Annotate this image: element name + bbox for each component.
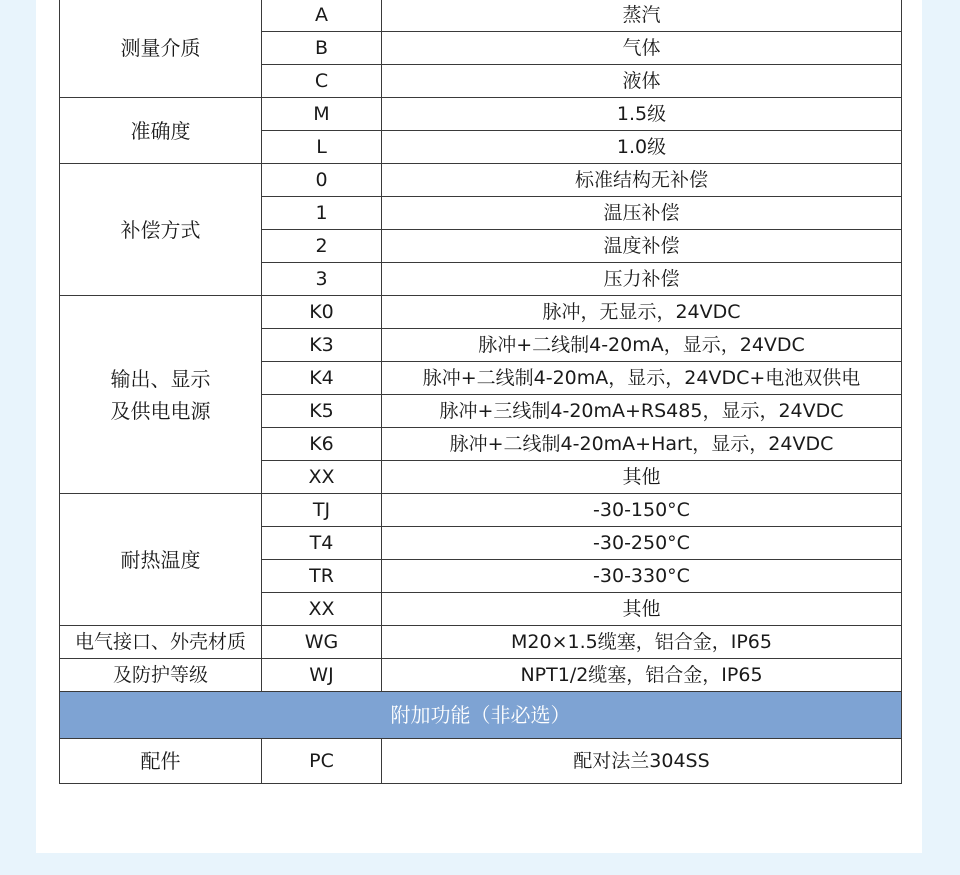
- code-cell: B: [262, 32, 382, 65]
- code-cell: XX: [262, 593, 382, 626]
- desc-cell: 配对法兰304SS: [382, 739, 902, 784]
- code-cell: T4: [262, 527, 382, 560]
- desc-cell: -30-250°C: [382, 527, 902, 560]
- group-label-interface: 电气接口、外壳材质: [60, 626, 262, 659]
- code-cell: K0: [262, 296, 382, 329]
- table-row: [60, 659, 902, 692]
- table-row: [60, 739, 902, 784]
- code-cell: XX: [262, 461, 382, 494]
- group-label-line: 及供电电源: [110, 398, 211, 423]
- code-cell: TR: [262, 560, 382, 593]
- code-cell: C: [262, 65, 382, 98]
- code-cell: K5: [262, 395, 382, 428]
- desc-cell: 其他: [382, 593, 902, 626]
- desc-cell: 1.5级: [382, 98, 902, 131]
- desc-cell: -30-330°C: [382, 560, 902, 593]
- group-label-output: [60, 296, 262, 494]
- code-cell: K4: [262, 362, 382, 395]
- code-cell: A: [262, 0, 382, 32]
- desc-cell: 脉冲+二线制4-20mA，显示，24VDC+电池双供电: [382, 362, 902, 395]
- desc-cell: 脉冲+二线制4-20mA，显示，24VDC: [382, 329, 902, 362]
- table-row: [60, 98, 902, 131]
- desc-cell: 1.0级: [382, 131, 902, 164]
- group-label-heat: 耐热温度: [60, 494, 262, 626]
- desc-cell: 标准结构无补偿: [382, 164, 902, 197]
- group-label-medium: 测量介质: [60, 0, 262, 98]
- code-cell: PC: [262, 739, 382, 784]
- code-cell: 2: [262, 230, 382, 263]
- desc-cell: 液体: [382, 65, 902, 98]
- group-label-accuracy: 准确度: [60, 98, 262, 164]
- code-cell: WJ: [262, 659, 382, 692]
- desc-cell: 脉冲+三线制4-20mA+RS485，显示，24VDC: [382, 395, 902, 428]
- group-label-compensation: 补偿方式: [60, 164, 262, 296]
- desc-cell: 气体: [382, 32, 902, 65]
- code-cell: 3: [262, 263, 382, 296]
- spec-table: [59, 0, 902, 784]
- code-cell: K6: [262, 428, 382, 461]
- group-label-interface-line2: 及防护等级: [60, 659, 262, 692]
- table-row: [60, 0, 902, 32]
- table-row: [60, 296, 902, 329]
- desc-cell: 脉冲+二线制4-20mA+Hart，显示，24VDC: [382, 428, 902, 461]
- desc-cell: 脉冲，无显示，24VDC: [382, 296, 902, 329]
- code-cell: 1: [262, 197, 382, 230]
- desc-cell: 其他: [382, 461, 902, 494]
- table-row: [60, 626, 902, 659]
- desc-cell: -30-150°C: [382, 494, 902, 527]
- desc-cell: 压力补偿: [382, 263, 902, 296]
- desc-cell: 温度补偿: [382, 230, 902, 263]
- code-cell: M: [262, 98, 382, 131]
- code-cell: TJ: [262, 494, 382, 527]
- table-row: [60, 494, 902, 527]
- table-row: [60, 164, 902, 197]
- desc-cell: 温压补偿: [382, 197, 902, 230]
- desc-cell: 蒸汽: [382, 0, 902, 32]
- desc-cell: NPT1/2缆塞，铝合金，IP65: [382, 659, 902, 692]
- code-cell: K3: [262, 329, 382, 362]
- group-label-line: 输出、显示: [110, 366, 211, 391]
- group-label-accessory: 配件: [60, 739, 262, 784]
- section-header-row: [60, 692, 902, 739]
- code-cell: 0: [262, 164, 382, 197]
- code-cell: L: [262, 131, 382, 164]
- code-cell: WG: [262, 626, 382, 659]
- section-header: 附加功能（非必选）: [60, 692, 902, 739]
- desc-cell: M20×1.5缆塞，铝合金，IP65: [382, 626, 902, 659]
